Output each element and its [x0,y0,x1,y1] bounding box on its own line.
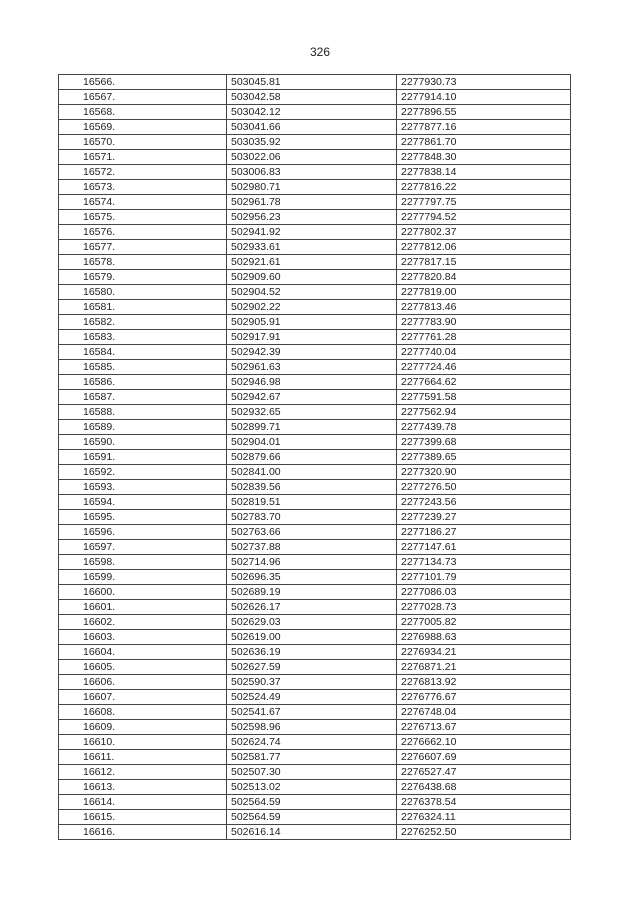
y-coordinate-cell: 2277005.82 [397,615,571,630]
point-number-cell: 16586. [59,375,227,390]
y-coordinate-cell: 2277812.06 [397,240,571,255]
point-number-cell: 16614. [59,795,227,810]
point-number-cell: 16615. [59,810,227,825]
point-number-cell: 16613. [59,780,227,795]
x-coordinate-cell: 502904.01 [227,435,397,450]
x-coordinate-cell: 502581.77 [227,750,397,765]
table-row [59,330,571,345]
x-coordinate-cell: 502564.59 [227,795,397,810]
table-row [59,660,571,675]
x-coordinate-cell: 502564.59 [227,810,397,825]
table-row [59,480,571,495]
table-row [59,375,571,390]
point-number-cell: 16569. [59,120,227,135]
table-row [59,240,571,255]
y-coordinate-cell: 2277816.22 [397,180,571,195]
y-coordinate-cell: 2277028.73 [397,600,571,615]
y-coordinate-cell: 2277794.52 [397,210,571,225]
point-number-cell: 16566. [59,75,227,90]
y-coordinate-cell: 2277086.03 [397,585,571,600]
y-coordinate-cell: 2276748.04 [397,705,571,720]
x-coordinate-cell: 502696.35 [227,570,397,585]
point-number-cell: 16607. [59,690,227,705]
point-number-cell: 16596. [59,525,227,540]
table-row [59,630,571,645]
x-coordinate-cell: 503042.12 [227,105,397,120]
x-coordinate-cell: 502961.63 [227,360,397,375]
y-coordinate-cell: 2277399.68 [397,435,571,450]
point-number-cell: 16572. [59,165,227,180]
point-number-cell: 16593. [59,480,227,495]
y-coordinate-cell: 2277664.62 [397,375,571,390]
table-row [59,285,571,300]
point-number-cell: 16583. [59,330,227,345]
point-number-cell: 16580. [59,285,227,300]
x-coordinate-cell: 502956.23 [227,210,397,225]
y-coordinate-cell: 2276324.11 [397,810,571,825]
y-coordinate-cell: 2277817.15 [397,255,571,270]
table-row [59,300,571,315]
x-coordinate-cell: 503041.66 [227,120,397,135]
x-coordinate-cell: 502598.96 [227,720,397,735]
point-number-cell: 16602. [59,615,227,630]
x-coordinate-cell: 502619.00 [227,630,397,645]
x-coordinate-cell: 502909.60 [227,270,397,285]
x-coordinate-cell: 503042.58 [227,90,397,105]
y-coordinate-cell: 2277276.50 [397,480,571,495]
table-row [59,675,571,690]
y-coordinate-cell: 2276438.68 [397,780,571,795]
table-row [59,315,571,330]
y-coordinate-cell: 2277320.90 [397,465,571,480]
point-number-cell: 16616. [59,825,227,840]
table-row [59,255,571,270]
table-row [59,765,571,780]
table-row [59,540,571,555]
y-coordinate-cell: 2276713.67 [397,720,571,735]
table-row [59,105,571,120]
y-coordinate-cell: 2277761.28 [397,330,571,345]
point-number-cell: 16595. [59,510,227,525]
y-coordinate-cell: 2277861.70 [397,135,571,150]
table-row [59,690,571,705]
point-number-cell: 16603. [59,630,227,645]
y-coordinate-cell: 2277562.94 [397,405,571,420]
x-coordinate-cell: 502524.49 [227,690,397,705]
x-coordinate-cell: 502961.78 [227,195,397,210]
x-coordinate-cell: 502917.91 [227,330,397,345]
point-number-cell: 16597. [59,540,227,555]
y-coordinate-cell: 2276378.54 [397,795,571,810]
table-row [59,465,571,480]
point-number-cell: 16578. [59,255,227,270]
point-number-cell: 16585. [59,360,227,375]
x-coordinate-cell: 502689.19 [227,585,397,600]
point-number-cell: 16582. [59,315,227,330]
y-coordinate-cell: 2276871.21 [397,660,571,675]
table-body [59,75,571,840]
x-coordinate-cell: 502616.14 [227,825,397,840]
table-row [59,390,571,405]
y-coordinate-cell: 2277101.79 [397,570,571,585]
table-row [59,345,571,360]
table-row [59,720,571,735]
x-coordinate-cell: 502783.70 [227,510,397,525]
x-coordinate-cell: 502626.17 [227,600,397,615]
y-coordinate-cell: 2277724.46 [397,360,571,375]
x-coordinate-cell: 502904.52 [227,285,397,300]
table-row [59,495,571,510]
x-coordinate-cell: 503022.06 [227,150,397,165]
point-number-cell: 16612. [59,765,227,780]
point-number-cell: 16587. [59,390,227,405]
table-row [59,450,571,465]
x-coordinate-cell: 502879.66 [227,450,397,465]
point-number-cell: 16579. [59,270,227,285]
point-number-cell: 16606. [59,675,227,690]
x-coordinate-cell: 502714.96 [227,555,397,570]
table-row [59,570,571,585]
x-coordinate-cell: 502763.66 [227,525,397,540]
table-row [59,795,571,810]
y-coordinate-cell: 2277243.56 [397,495,571,510]
table-row [59,645,571,660]
y-coordinate-cell: 2276934.21 [397,645,571,660]
y-coordinate-cell: 2276813.92 [397,675,571,690]
table-row [59,735,571,750]
point-number-cell: 16592. [59,465,227,480]
y-coordinate-cell: 2277389.65 [397,450,571,465]
point-number-cell: 16581. [59,300,227,315]
y-coordinate-cell: 2277848.30 [397,150,571,165]
x-coordinate-cell: 502627.59 [227,660,397,675]
table-row [59,705,571,720]
y-coordinate-cell: 2277914.10 [397,90,571,105]
y-coordinate-cell: 2276527.47 [397,765,571,780]
point-number-cell: 16589. [59,420,227,435]
table-row [59,615,571,630]
point-number-cell: 16600. [59,585,227,600]
point-number-cell: 16599. [59,570,227,585]
point-number-cell: 16605. [59,660,227,675]
table-row [59,180,571,195]
x-coordinate-cell: 502942.39 [227,345,397,360]
y-coordinate-cell: 2277877.16 [397,120,571,135]
x-coordinate-cell: 502636.19 [227,645,397,660]
x-coordinate-cell: 502921.61 [227,255,397,270]
table-row [59,210,571,225]
table-row [59,510,571,525]
point-number-cell: 16570. [59,135,227,150]
table-row [59,525,571,540]
point-number-cell: 16610. [59,735,227,750]
x-coordinate-cell: 502541.67 [227,705,397,720]
point-number-cell: 16609. [59,720,227,735]
point-number-cell: 16594. [59,495,227,510]
x-coordinate-cell: 502737.88 [227,540,397,555]
point-number-cell: 16611. [59,750,227,765]
y-coordinate-cell: 2277797.75 [397,195,571,210]
table-row [59,825,571,840]
table-row [59,150,571,165]
x-coordinate-cell: 502942.67 [227,390,397,405]
y-coordinate-cell: 2277186.27 [397,525,571,540]
table-row [59,90,571,105]
y-coordinate-cell: 2276607.69 [397,750,571,765]
y-coordinate-cell: 2276988.63 [397,630,571,645]
point-number-cell: 16584. [59,345,227,360]
y-coordinate-cell: 2276662.10 [397,735,571,750]
point-number-cell: 16601. [59,600,227,615]
y-coordinate-cell: 2277239.27 [397,510,571,525]
table-row [59,555,571,570]
point-number-cell: 16568. [59,105,227,120]
point-number-cell: 16577. [59,240,227,255]
table-row [59,120,571,135]
x-coordinate-cell: 503035.92 [227,135,397,150]
y-coordinate-cell: 2277134.73 [397,555,571,570]
table-row [59,225,571,240]
point-number-cell: 16591. [59,450,227,465]
table-row [59,270,571,285]
table-row [59,780,571,795]
y-coordinate-cell: 2277930.73 [397,75,571,90]
x-coordinate-cell: 503006.83 [227,165,397,180]
point-number-cell: 16590. [59,435,227,450]
x-coordinate-cell: 502941.92 [227,225,397,240]
y-coordinate-cell: 2277740.04 [397,345,571,360]
x-coordinate-cell: 502590.37 [227,675,397,690]
point-number-cell: 16604. [59,645,227,660]
y-coordinate-cell: 2277896.55 [397,105,571,120]
y-coordinate-cell: 2276776.67 [397,690,571,705]
y-coordinate-cell: 2277439.78 [397,420,571,435]
point-number-cell: 16576. [59,225,227,240]
point-number-cell: 16598. [59,555,227,570]
point-number-cell: 16575. [59,210,227,225]
table-row [59,435,571,450]
x-coordinate-cell: 502819.51 [227,495,397,510]
point-number-cell: 16574. [59,195,227,210]
table-row [59,600,571,615]
x-coordinate-cell: 502933.61 [227,240,397,255]
y-coordinate-cell: 2277591.58 [397,390,571,405]
x-coordinate-cell: 502902.22 [227,300,397,315]
x-coordinate-cell: 502841.00 [227,465,397,480]
y-coordinate-cell: 2277813.46 [397,300,571,315]
page-number: 326 [309,45,331,59]
table-row [59,420,571,435]
y-coordinate-cell: 2277802.37 [397,225,571,240]
x-coordinate-cell: 503045.81 [227,75,397,90]
x-coordinate-cell: 502624.74 [227,735,397,750]
table-row [59,810,571,825]
x-coordinate-cell: 502507.30 [227,765,397,780]
x-coordinate-cell: 502980.71 [227,180,397,195]
table-row [59,405,571,420]
table-row [59,585,571,600]
table-row [59,750,571,765]
y-coordinate-cell: 2276252.50 [397,825,571,840]
table-row [59,360,571,375]
table-row [59,75,571,90]
point-number-cell: 16608. [59,705,227,720]
point-number-cell: 16573. [59,180,227,195]
point-number-cell: 16588. [59,405,227,420]
y-coordinate-cell: 2277147.61 [397,540,571,555]
x-coordinate-cell: 502839.56 [227,480,397,495]
y-coordinate-cell: 2277838.14 [397,165,571,180]
table-row [59,165,571,180]
x-coordinate-cell: 502946.98 [227,375,397,390]
y-coordinate-cell: 2277819.00 [397,285,571,300]
x-coordinate-cell: 502629.03 [227,615,397,630]
point-number-cell: 16571. [59,150,227,165]
x-coordinate-cell: 502513.02 [227,780,397,795]
y-coordinate-cell: 2277783.90 [397,315,571,330]
x-coordinate-cell: 502899.71 [227,420,397,435]
table-row [59,135,571,150]
x-coordinate-cell: 502932.65 [227,405,397,420]
x-coordinate-cell: 502905.91 [227,315,397,330]
coordinates-table [58,74,571,840]
table-row [59,195,571,210]
point-number-cell: 16567. [59,90,227,105]
y-coordinate-cell: 2277820.84 [397,270,571,285]
